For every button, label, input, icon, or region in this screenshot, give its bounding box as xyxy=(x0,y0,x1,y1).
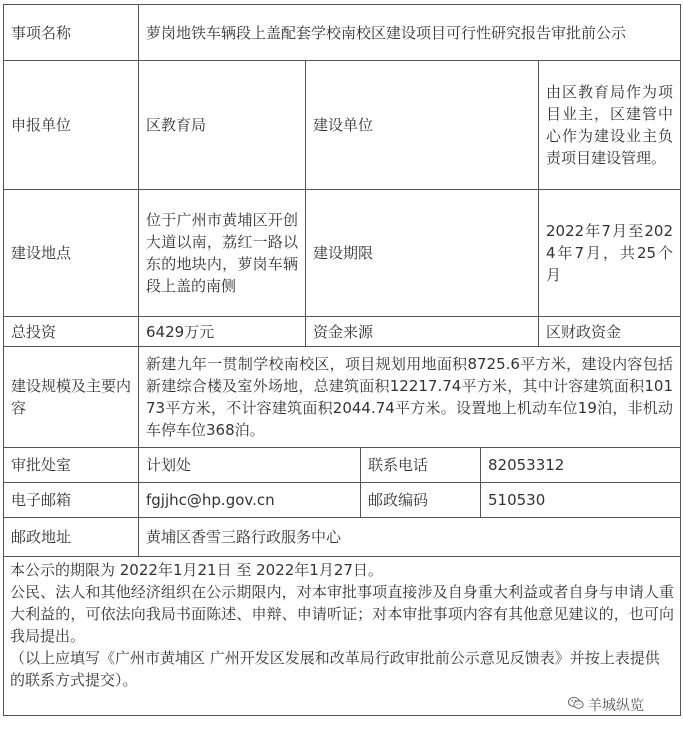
office-label: 审批处室 xyxy=(4,448,139,483)
applicant-value: 区教育局 xyxy=(139,61,306,190)
table-row xyxy=(4,347,681,448)
wechat-icon xyxy=(568,696,584,714)
table-row xyxy=(4,518,681,557)
table-row xyxy=(4,483,681,518)
table-row xyxy=(4,61,681,190)
postcode-value: 510530 xyxy=(481,483,681,518)
office-value: 计划处 xyxy=(139,448,361,483)
period-value: 2022年7月至2024年7月，共25个月 xyxy=(539,190,681,317)
table-row xyxy=(4,5,681,61)
item-name-label: 事项名称 xyxy=(4,5,139,61)
approval-table xyxy=(3,4,681,716)
scope-label: 建设规模及主要内容 xyxy=(4,347,139,448)
site-label: 建设地点 xyxy=(4,190,139,317)
notice-form: （以上应填写《广州市黄埔区 广州开发区发展和改革局行政审批前公示意见反馈表》并按上表提供的联系方式提交）。 xyxy=(10,649,660,689)
address-label: 邮政地址 xyxy=(4,518,139,557)
phone-value: 82053312 xyxy=(481,448,681,483)
notice-rights: 公民、法人和其他经济组织在公示期限内，对本审批事项直接涉及自身重大利益或者自身与申请人重大利益的，可依法向我局书面陈述、申辩、申请听证；对本审批事项内容有其他意见建议的，也可向我局提出。 xyxy=(10,583,675,645)
site-value: 位于广州市黄埔区开创大道以南，荔红一路以东的地块内，萝岗车辆段上盖的南侧 xyxy=(139,190,306,317)
builder-label: 建设单位 xyxy=(306,61,539,190)
item-name-value: 萝岗地铁车辆段上盖配套学校南校区建设项目可行性研究报告审批前公示 xyxy=(139,5,681,61)
phone-label: 联系电话 xyxy=(361,448,481,483)
table-row xyxy=(4,557,681,716)
applicant-label: 申报单位 xyxy=(4,61,139,190)
watermark xyxy=(566,695,646,715)
table-row xyxy=(4,448,681,483)
builder-value: 由区教育局作为项目业主，区建管中心作为建设业主负责项目建设管理。 xyxy=(539,61,681,190)
postcode-label: 邮政编码 xyxy=(361,483,481,518)
investment-label: 总投资 xyxy=(4,317,139,347)
scope-value: 新建九年一贯制学校南校区，项目规划用地面积8725.6平方米，建设内容包括新建综合楼及室外场地，总建筑面积12217.74平方米，其中计容建筑面积10173平方米，不计容建筑面积2044.74平方米。设置地上机动车位19泊，非机动车停车位368泊。 xyxy=(139,347,681,448)
investment-value: 6429万元 xyxy=(139,317,306,347)
table-row xyxy=(4,190,681,317)
table-row xyxy=(4,317,681,347)
notice-cell xyxy=(4,557,681,716)
email-label: 电子邮箱 xyxy=(4,483,139,518)
funding-value: 区财政资金 xyxy=(539,317,681,347)
funding-label: 资金来源 xyxy=(306,317,539,347)
notice-period: 本公示的期限为 2022年1月21日 至 2022年1月27日。 xyxy=(10,561,383,579)
address-value: 黄埔区香雪三路行政服务中心 xyxy=(139,518,681,557)
period-label: 建设期限 xyxy=(306,190,539,317)
email-value: fgjjhc@hp.gov.cn xyxy=(139,483,361,518)
watermark-text: 羊城纵览 xyxy=(588,698,644,714)
